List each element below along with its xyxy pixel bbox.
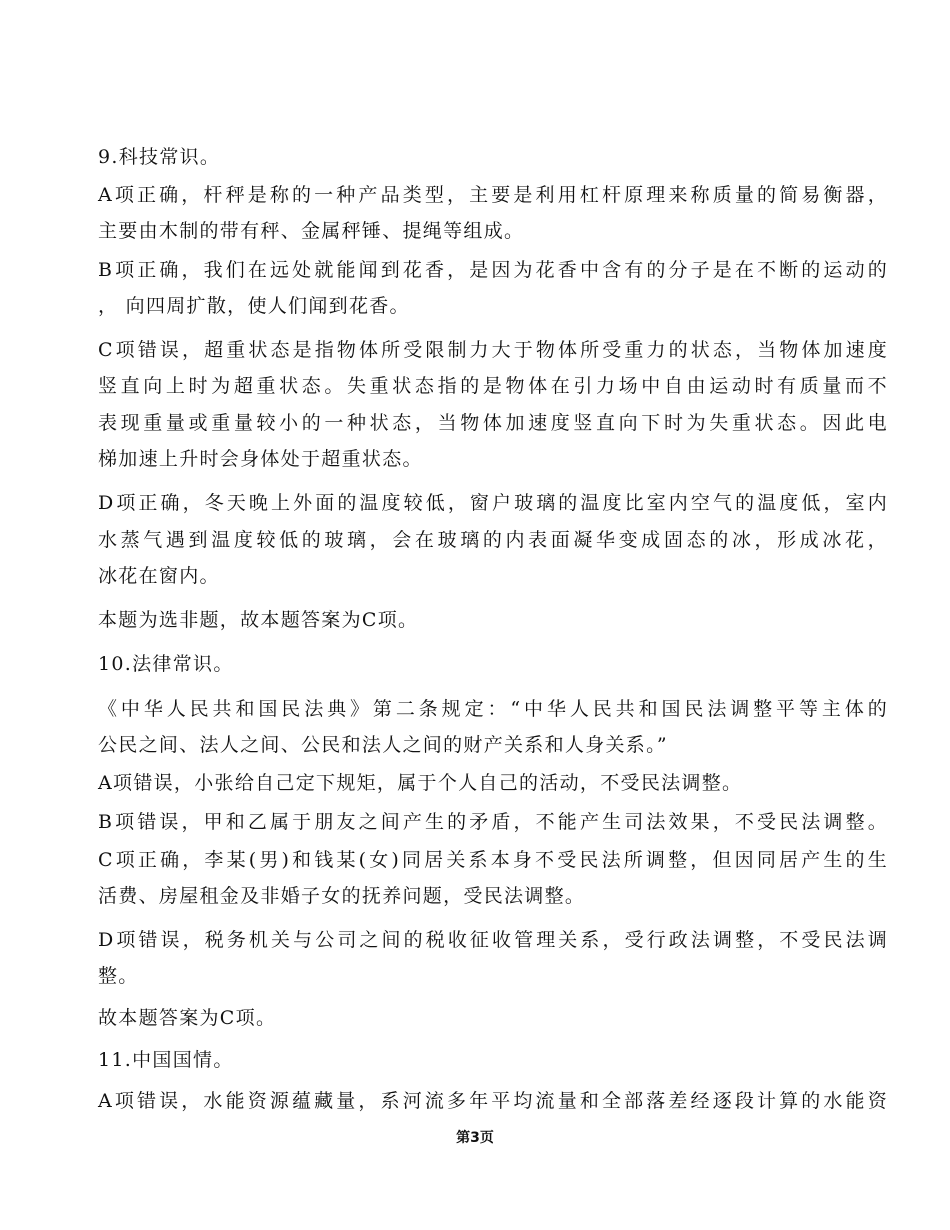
text-line: 整。 xyxy=(98,965,139,987)
text-line: A项正确，杆秤是称的一种产品类型，主要是利用杠杆原理来称质量的简易衡器， xyxy=(98,184,888,206)
text-line: C项正确，李某(男)和钱某(女)同居关系本身不受民法所调整，但因同居产生的生 xyxy=(98,849,888,871)
answer-line: 本题为选非题，故本题答案为C项。 xyxy=(98,609,419,631)
text-line: D项正确，冬天晚上外面的温度较低，窗户玻璃的温度比室内空气的温度低，室内 xyxy=(98,492,888,514)
page-number: 第3页 xyxy=(456,1130,494,1146)
text-line: B项错误，甲和乙属于朋友之间产生的矛盾，不能产生司法效果，不受民法调整。 xyxy=(98,811,888,833)
section-heading-9: 9.科技常识。 xyxy=(98,146,221,168)
text-line: B项正确，我们在远处就能闻到花香，是因为花香中含有的分子是在不断的运动的 xyxy=(98,259,888,281)
text-line: 公民之间、法人之间、公民和法人之间的财产关系和人身关系。” xyxy=(98,734,668,756)
text-line: C项错误，超重状态是指物体所受限制力大于物体所受重力的状态，当物体加速度 xyxy=(98,339,888,361)
text-line: 活费、房屋租金及非婚子女的抚养问题，受民法调整。 xyxy=(98,885,586,907)
text-line: 主要由木制的带有秤、金属秤锤、提绳等组成。 xyxy=(98,220,525,242)
text-line: 水蒸气遇到温度较低的玻璃，会在玻璃的内表面凝华变成固态的冰，形成冰花， xyxy=(98,529,888,551)
text-line: D项错误，税务机关与公司之间的税收征收管理关系，受行政法调整，不受民法调 xyxy=(98,929,888,951)
text-line: 冰花在窗内。 xyxy=(98,565,220,587)
text-line: A项错误，小张给自己定下规矩，属于个人自己的活动，不受民法调整。 xyxy=(98,772,743,794)
section-heading-11: 11.中国国情。 xyxy=(98,1049,234,1071)
answer-line: 故本题答案为C项。 xyxy=(98,1007,277,1029)
text-line: ， 向四周扩散，使人们闻到花香。 xyxy=(98,295,410,317)
text-line: A项错误，水能资源蕴藏量，系河流多年平均流量和全部落差经逐段计算的水能资 xyxy=(98,1090,888,1112)
text-line: 表现重量或重量较小的一种状态，当物体加速度竖直向下时为失重状态。因此电 xyxy=(98,412,888,434)
section-heading-10: 10.法律常识。 xyxy=(98,653,234,675)
text-line: 《中华人民共和国民法典》第二条规定：“中华人民共和国民法调整平等主体的 xyxy=(98,698,888,720)
text-line: 竖直向上时为超重状态。失重状态指的是物体在引力场中自由运动时有质量而不 xyxy=(98,375,888,397)
text-line: 梯加速上升时会身体处于超重状态。 xyxy=(98,448,423,470)
